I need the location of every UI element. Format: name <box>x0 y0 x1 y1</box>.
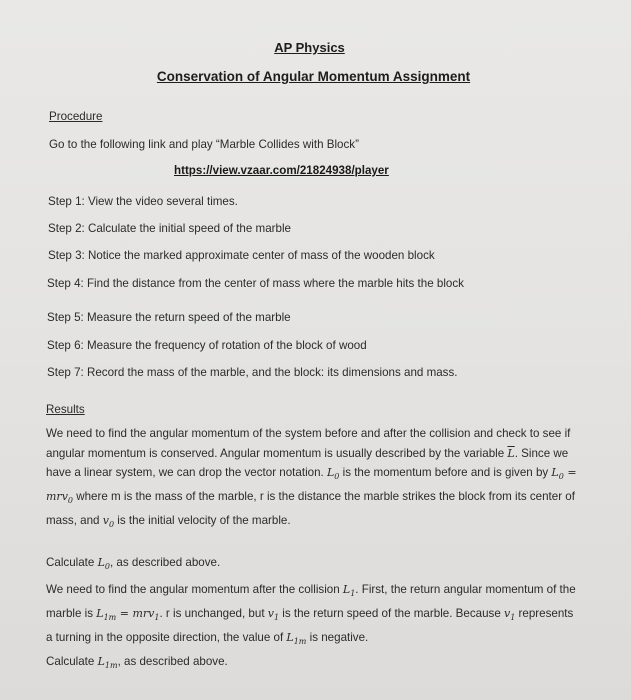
procedure-heading: Procedure <box>49 110 103 123</box>
results-heading: Results <box>46 403 85 416</box>
results-paragraph-1: We need to find the angular momentum of the system before and after the collision and check to see if angular momentum is conserved. Angular momentum is usually described by the variable $\overline{L}$. Since we have a linear system, we can drop the vector notation. $L_0$ is the momentum before and is given by $L_0 = mrv_0$ where m is the mass of the marble, r is the distance the marble strikes the block from its center of mass, and $v_0$ is the initial velocity of the marble. <box>46 427 577 529</box>
video-link[interactable]: https://view.vzaar.com/21824938/player <box>174 164 389 177</box>
step-2: Step 2: Calculate the initial speed of the marble <box>48 222 291 235</box>
results-paragraph-4: Calculate $L_{1m}$, as described above. <box>46 655 228 671</box>
step-4: Step 4: Find the distance from the center of mass where the marble hits the block <box>47 277 464 290</box>
step-6: Step 6: Measure the frequency of rotation of the block of wood <box>47 339 367 352</box>
procedure-intro: Go to the following link and play “Marble Collides with Block” <box>49 138 359 151</box>
page-title: AP Physics <box>274 40 345 55</box>
results-paragraph-3: We need to find the angular momentum after the collision $L_1$. First, the return angular momentum of the marble is $L_{1m} = mrv_1$. r is unchanged, but $v_1$ is the return speed of the marble. Because $v_1$ represents a turning in the opposite direction, the value of $L_{1m}$ is negative. <box>46 583 576 646</box>
assignment-title: Conservation of Angular Momentum Assignment <box>156 69 471 84</box>
results-paragraph-2: Calculate $L_0$, as described above. <box>46 556 221 572</box>
step-5: Step 5: Measure the return speed of the marble <box>47 311 291 324</box>
step-7: Step 7: Record the mass of the marble, and the block: its dimensions and mass. <box>47 366 458 379</box>
step-1: Step 1: View the video several times. <box>48 195 238 208</box>
step-3: Step 3: Notice the marked approximate center of mass of the wooden block <box>48 249 435 262</box>
